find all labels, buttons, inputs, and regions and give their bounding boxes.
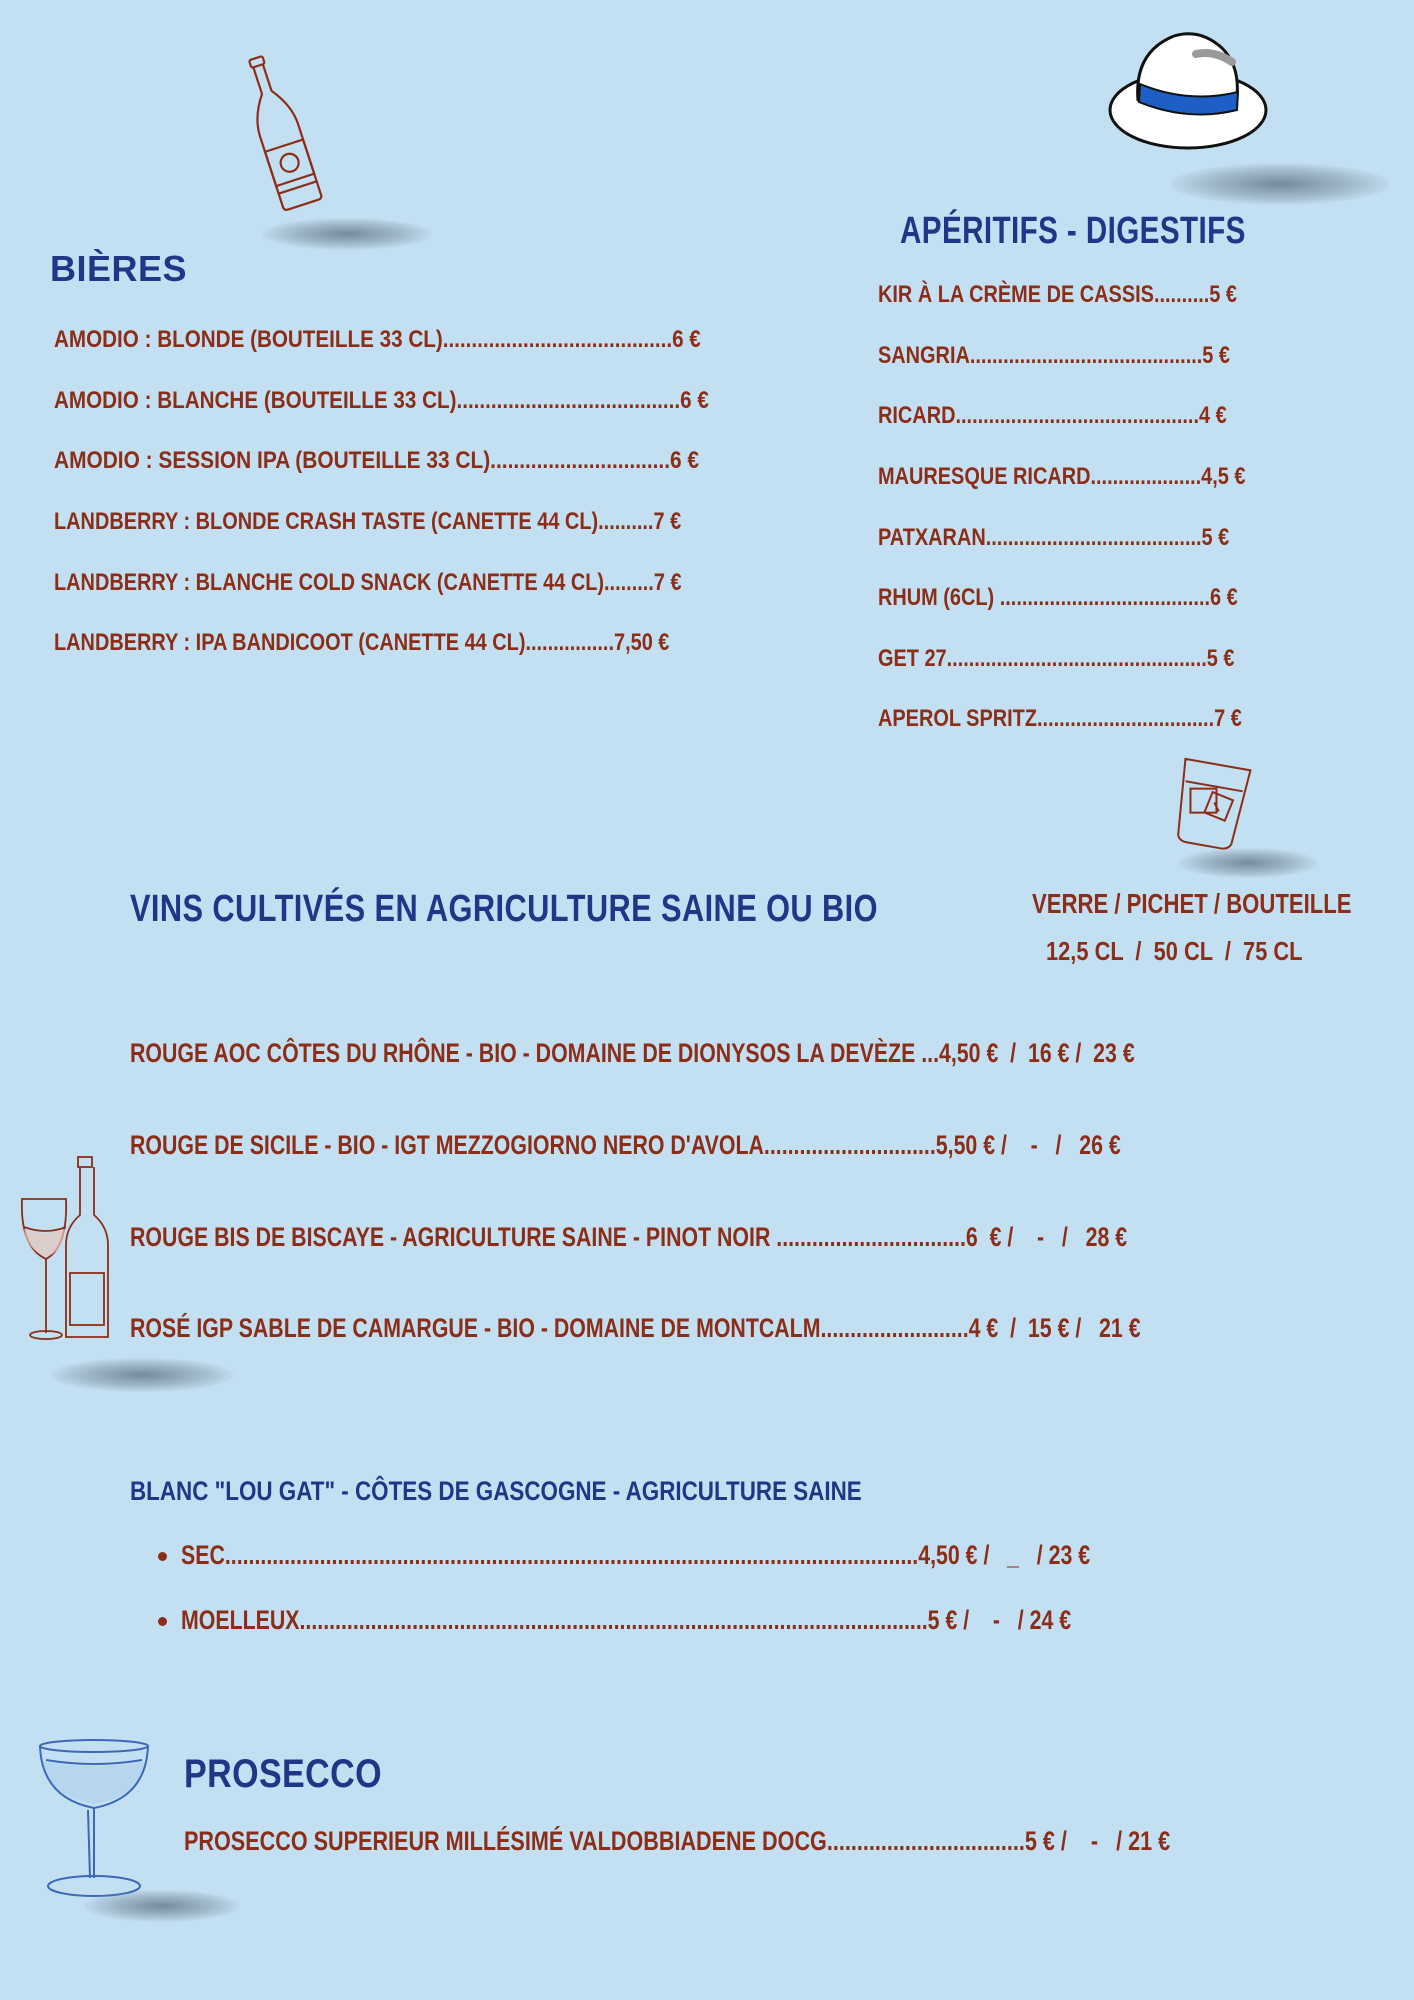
- list-item: RICARD............................................4 €: [878, 402, 1227, 429]
- fedora-hat-icon: [1104, 28, 1272, 156]
- list-item: [158, 1605, 1308, 1636]
- bullet-icon: [158, 1617, 167, 1626]
- aperitifs-title: APÉRITIFS - DIGESTIFS: [900, 210, 1246, 252]
- hat-shadow: [1170, 163, 1390, 205]
- list-item: ROUGE AOC CÔTES DU RHÔNE - BIO - DOMAINE DE DIONYSOS LA DEVÈZE ...4,50 € / 16 € / 23 €: [130, 1038, 1135, 1068]
- list-item: ROUGE BIS DE BISCAYE - AGRICULTURE SAINE - PINOT NOIR ................................6 € / - / 28 €: [130, 1222, 1128, 1252]
- wine-bottle-glass-icon: [18, 1155, 114, 1345]
- list-item: PROSECCO SUPERIEUR MILLÉSIMÉ VALDOBBIADENE DOCG.................................5 € / - / 21 €: [184, 1826, 1171, 1856]
- whisky-glass-icon: [1170, 758, 1252, 850]
- list-item: ROSÉ IGP SABLE DE CAMARGUE - BIO - DOMAINE DE MONTCALM.........................4 € / 15 € / 21 €: [130, 1313, 1141, 1343]
- list-item: PATXARAN.......................................5 €: [878, 524, 1230, 551]
- glass-shadow: [1178, 848, 1318, 878]
- list-item: AMODIO : SESSION IPA (BOUTEILLE 33 CL)...............................6 €: [54, 447, 700, 474]
- vins-format-sizes: 12,5 CL / 50 CL / 75 CL: [1046, 936, 1303, 966]
- vins-format-header: VERRE / PICHET / BOUTEILLE: [1032, 888, 1352, 919]
- vins-title: VINS CULTIVÉS EN AGRICULTURE SAINE OU BIO: [130, 888, 878, 930]
- blanc-item-moelleux: MOELLEUX..........................................................................................................5 € / - / 24 €: [181, 1605, 1072, 1635]
- list-item: [158, 1540, 1332, 1571]
- bieres-title: BIÈRES: [50, 248, 188, 289]
- list-item: LANDBERRY : BLANCHE COLD SNACK (CANETTE 44 CL).........7 €: [54, 569, 682, 596]
- list-item: LANDBERRY : IPA BANDICOOT (CANETTE 44 CL)................7,50 €: [54, 629, 670, 656]
- coupe-glass-icon: [36, 1738, 152, 1900]
- list-item: LANDBERRY : BLONDE CRASH TASTE (CANETTE 44 CL)..........7 €: [54, 508, 682, 535]
- prosecco-title: PROSECCO: [184, 1752, 382, 1796]
- bullet-icon: [158, 1552, 167, 1561]
- wine-shadow: [50, 1358, 234, 1392]
- list-item: ROUGE DE SICILE - BIO - IGT MEZZOGIORNO NERO D'AVOLA.............................5,50 € / - / 26 €: [130, 1130, 1121, 1160]
- coupe-shadow: [84, 1890, 240, 1922]
- list-item: AMODIO : BLONDE (BOUTEILLE 33 CL)........................................6 €: [54, 326, 701, 353]
- blanc-title: BLANC "LOU GAT" - CÔTES DE GASCOGNE - AGRICULTURE SAINE: [130, 1476, 862, 1506]
- list-item: SANGRIA..........................................5 €: [878, 342, 1230, 369]
- list-item: MAURESQUE RICARD....................4,5 €: [878, 463, 1246, 490]
- beer-shadow: [262, 218, 432, 250]
- blanc-item-sec: SEC.....................................................................................................................4,50 € / _ / 23 €: [181, 1540, 1091, 1570]
- list-item: GET 27...............................................5 €: [878, 645, 1235, 672]
- beer-bottle-icon: [236, 48, 326, 218]
- list-item: AMODIO : BLANCHE (BOUTEILLE 33 CL).......................................6 €: [54, 387, 709, 414]
- list-item: APEROL SPRITZ................................7 €: [878, 705, 1242, 732]
- list-item: RHUM (6CL) ......................................6 €: [878, 584, 1238, 611]
- list-item: KIR À LA CRÈME DE CASSIS..........5 €: [878, 281, 1237, 308]
